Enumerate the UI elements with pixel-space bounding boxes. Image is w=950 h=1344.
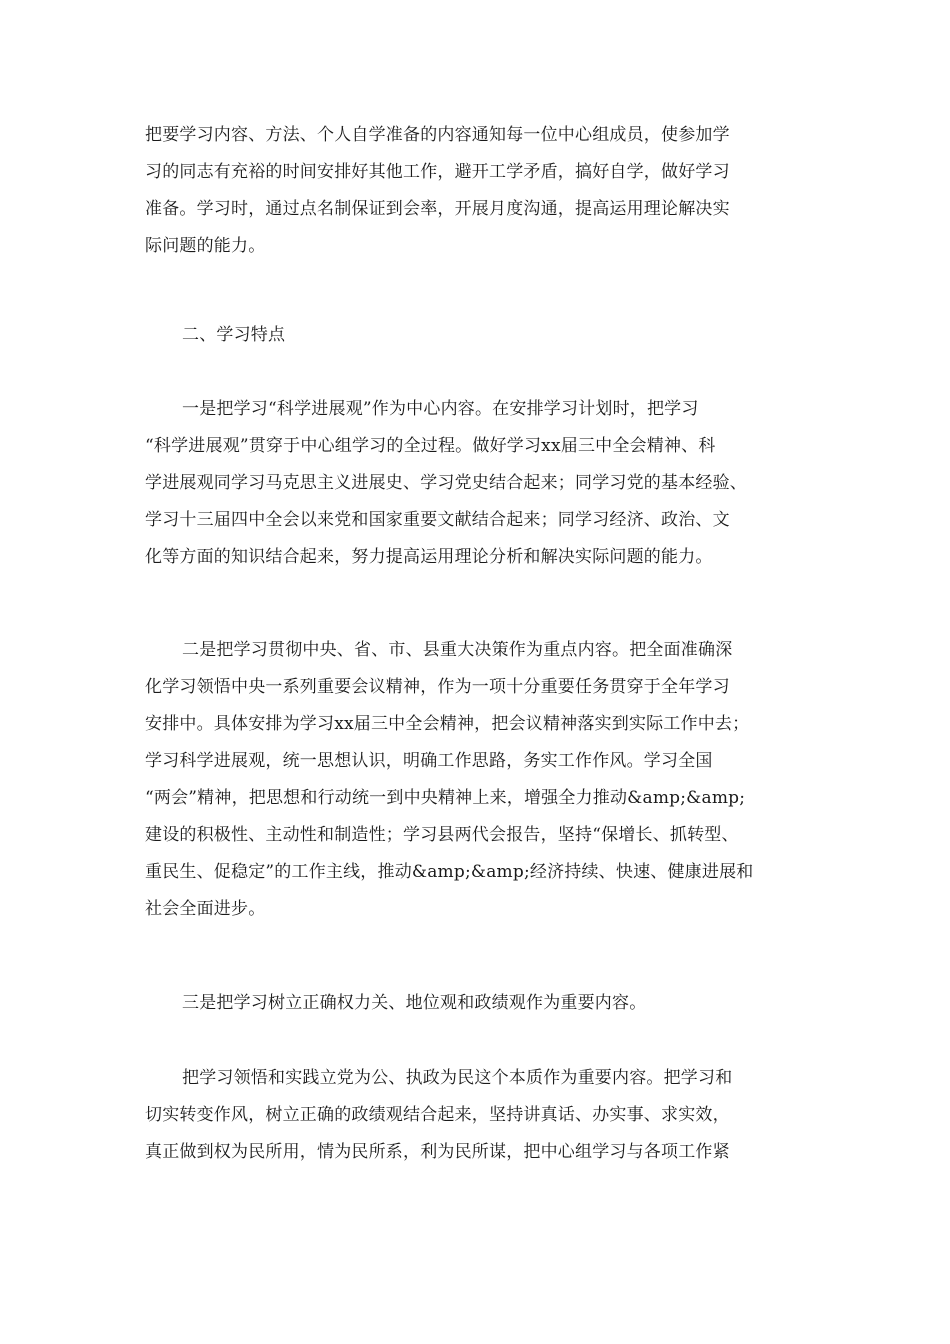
text-line: 社会全面进步。 [145,899,266,919]
text-line: “两会”精神，把思想和行动统一到中央精神上来，增强全力推动&amp;&amp; [145,788,746,808]
text-line: 学习十三届四中全会以来党和国家重要文献结合起来；同学习经济、政治、文 [145,510,730,530]
section-heading-study-features [145,317,815,354]
paragraph-study-preparation [145,117,815,265]
paragraph-point-one [145,391,815,576]
text-line: 真正做到权为民所用，情为民所系，利为民所谋，把中心组学习与各项工作紧 [145,1142,730,1162]
text-line: 学习科学进展观，统一思想认识，明确工作思路，务实工作作风。学习全国 [145,751,713,771]
text-line: 安排中。具体安排为学习xx届三中全会精神，把会议精神落实到实际工作中去； [145,714,750,734]
text-line: 准备。学习时，通过点名制保证到会率，开展月度沟通，提高运用理论解决实 [145,199,730,219]
paragraph-point-two [145,632,815,928]
text-line: 切实转变作风，树立正确的政绩观结合起来，坚持讲真话、办实事、求实效， [145,1105,730,1125]
text-line: 把学习领悟和实践立党为公、执政为民这个本质作为重要内容。把学习和 [182,1068,733,1088]
text-line: 学进展观同学习马克思主义进展史、学习党史结合起来；同学习党的基本经验、 [145,473,747,493]
text-line: 一是把学习“科学进展观”作为中心内容。在安排学习计划时，把学习 [182,399,699,419]
text-line: 把要学习内容、方法、个人自学准备的内容通知每一位中心组成员，使参加学 [145,125,730,145]
text-line: 建设的积极性、主动性和制造性；学习县两代会报告，坚持“保增长、抓转型、 [145,825,739,845]
paragraph-point-three [145,985,815,1022]
text-line: 习的同志有充裕的时间安排好其他工作，避开工学矛盾，搞好自学，做好学习 [145,162,730,182]
heading-line: 二、学习特点 [182,325,286,345]
text-line: 化学习领悟中央一系列重要会议精神，作为一项十分重要任务贯穿于全年学习 [145,677,730,697]
text-line: 际问题的能力。 [145,236,266,256]
text-line: 二是把学习贯彻中央、省、市、县重大决策作为重点内容。把全面准确深 [182,640,733,660]
text-line: 三是把学习树立正确权力关、地位观和政绩观作为重要内容。 [182,993,647,1013]
paragraph-core-essence [145,1060,815,1171]
text-line: 重民生、促稳定”的工作主线，推动&amp;&amp;经济持续、快速、健康进展和 [145,862,754,882]
text-line: “科学进展观”贯穿于中心组学习的全过程。做好学习xx届三中全会精神、科 [145,436,716,456]
text-line: 化等方面的知识结合起来，努力提高运用理论分析和解决实际问题的能力。 [145,547,713,567]
